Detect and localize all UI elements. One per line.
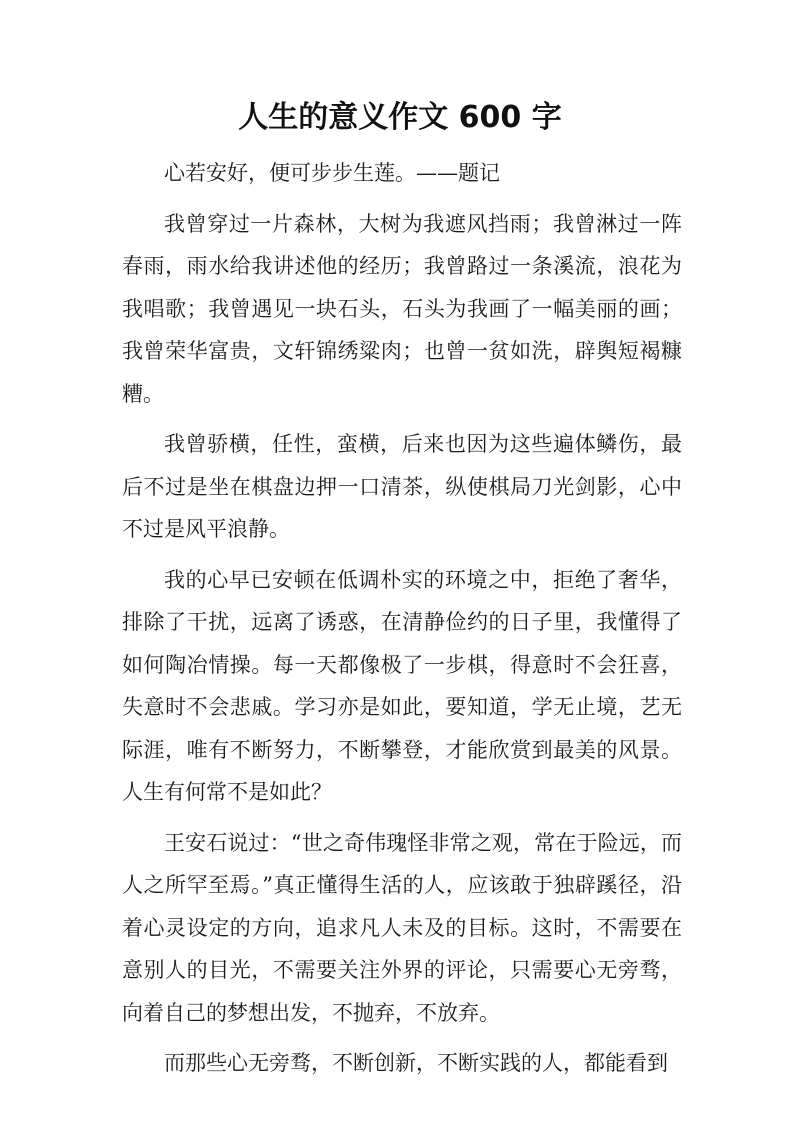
document-title: 人生的意义作文 600 字 bbox=[238, 100, 562, 135]
paragraph-epigraph: 心若安好，便可步步生莲。——题记 bbox=[164, 161, 500, 185]
paragraph: 我曾穿过一片森林，大树为我遮风挡雨；我曾淋过一阵春雨，雨水给我讲述他的经历；我曾路过一条溪流，浪花为我唱歌；我曾遇见一块石头，石头为我画了一幅美丽的画；我曾荣华富贵，文轩锦绣粱肉；也曾一贫如洗，辟舆短褐糠糟。 bbox=[122, 211, 682, 406]
paragraph: 而那些心无旁骛，不断创新，不断实践的人，都能看到 bbox=[164, 1051, 668, 1075]
paragraph: 我的心早已安顿在低调朴实的环境之中，拒绝了奢华，排除了干扰，远离了诱惑，在清静俭约的日子里，我懂得了如何陶冶情操。每一天都像极了一步棋，得意时不会狂喜，失意时不会悲戚。学习亦是如此，要知道，学无止境，艺无际涯，唯有不断努力，不断攀登，才能欣赏到最美的风景。人生有何常不是如此？ bbox=[122, 567, 682, 804]
paragraph: 我曾骄横，任性，蛮横，后来也因为这些遍体鳞伤，最后不过是坐在棋盘边押一口清茶，纵使棋局刀光剑影，心中不过是风平浪静。 bbox=[122, 432, 682, 541]
paragraph: 王安石说过：“世之奇伟瑰怪非常之观，常在于险远，而人之所罕至焉。”真正懂得生活的人，应该敢于独辟蹊径，沿着心灵设定的方向，追求凡人未及的目标。这时，不需要在意别人的目光，不需要关注外界的评论，只需要心无旁骛，向着自己的梦想出发，不抛弃，不放弃。 bbox=[122, 830, 682, 1025]
document-body bbox=[122, 152, 682, 1093]
